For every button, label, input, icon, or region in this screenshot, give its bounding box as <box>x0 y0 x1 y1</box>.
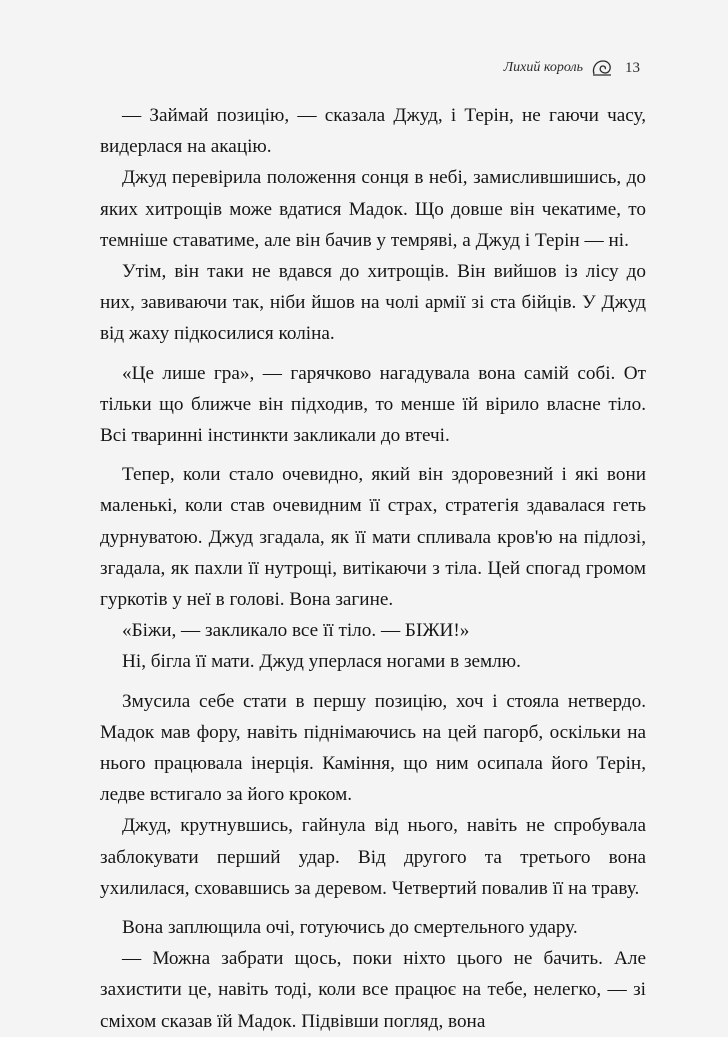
running-header <box>504 58 640 78</box>
header-title: Лихий король <box>503 60 583 75</box>
page-number: 13 <box>625 59 640 76</box>
paragraph: «Біжи, — закликало все її тіло. — БІЖИ!» <box>122 620 470 642</box>
paragraph: Утім, він таки не вдався до хитрощів. Він вийшов із лісу до них, завиваючи так, ніби йшов на чолі армії зі ста бійців. У Джуд від жаху підкосилися коліна. <box>100 261 646 345</box>
paragraph: Тепер, коли стало очевидно, який він здоровезний і які вони маленькі, коли став очевидним її страх, стратегія здавалася геть дурнуватою. Джуд згадала, як її мати спливала кров'ю на підлозі, згадала, як пахли її нутрощі, витікаючи з тіла. Цей спогад громом гуркотів у неї в голові. Вона загине. <box>100 464 646 611</box>
paragraph: Джуд, крутнувшись, гайнула від нього, навіть не спробувала заблокувати перший удар. Від другого та третього вона ухилилася, сховавшись за деревом. Четвертий повалив її на траву. <box>100 815 646 899</box>
paragraph: Ні, бігла її мати. Джуд уперлася ногами в землю. <box>122 651 521 673</box>
paragraph: Вона заплющила очі, готуючись до смертельного удару. <box>122 917 578 939</box>
paragraph: Джуд перевірила положення сонця в небі, замислившишись, до яких хитрощів може вдатися Мадок. Що довше він чекатиме, то темніше ставатиме, але він бачив у темряві, а Джуд і Терін — ні. <box>100 167 646 251</box>
paragraph: Змусила себе стати в першу позицію, хоч і стояла нетвердо. Мадок мав фору, навіть піднімаючись на цей пагорб, оскільки на нього працювала інерція. Каміння, що ним осипала його Терін, ледве встигало за його кроком. <box>100 690 646 806</box>
paragraph: — Займай позицію, — сказала Джуд, і Терін, не гаючи часу, видерлася на акацію. <box>100 105 646 158</box>
paragraph: «Це лише гра», — гарячково нагадувала вона самій собі. От тільки що ближче він підходив, то менше їй вірило власне тіло. Всі тваринні інстинкти закликали до втечі. <box>100 362 646 447</box>
paragraph: — Можна забрати щось, поки ніхто цього не бачить. Але захистити це, навіть тоді, коли все працює на тебе, нелегко, — зі сміхом сказав їй Мадок. Підвівши погляд, вона <box>100 948 646 1032</box>
snail-shell-icon <box>591 58 613 78</box>
body-text <box>100 100 646 1037</box>
